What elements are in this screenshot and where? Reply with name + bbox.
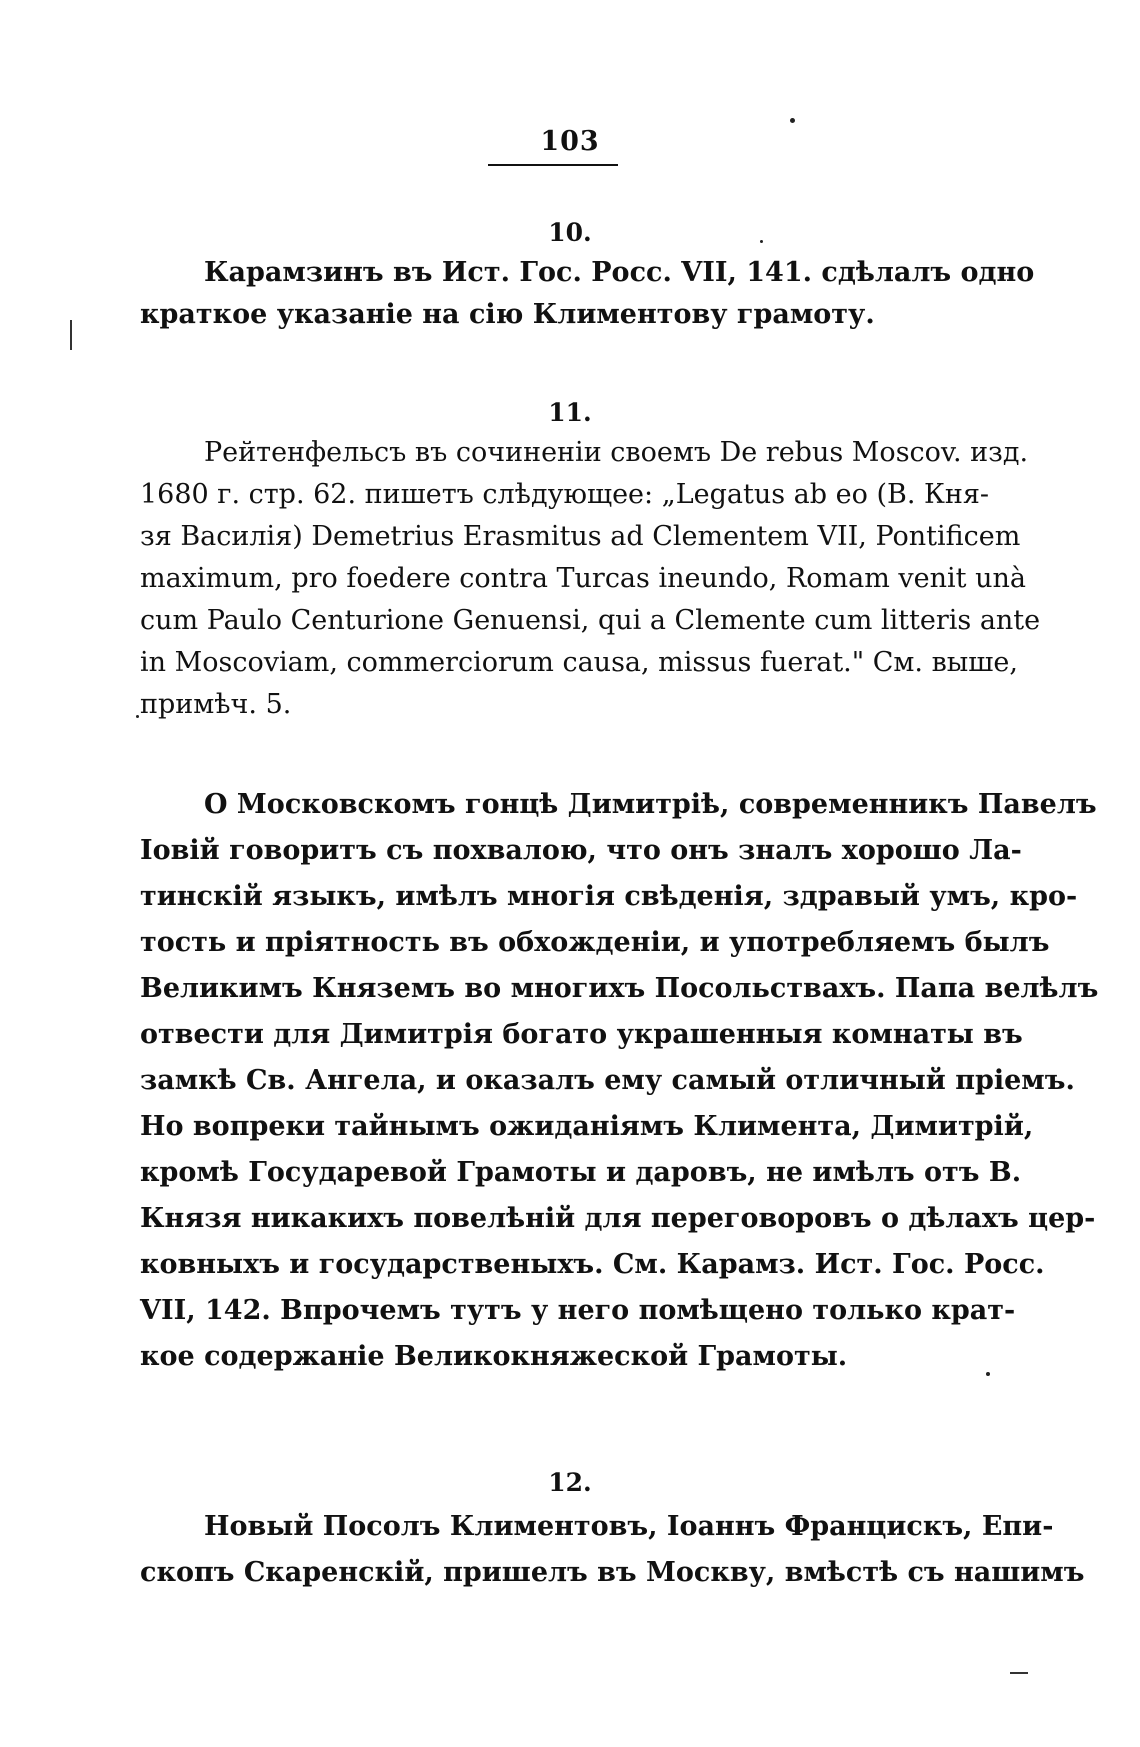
section-number: 12.: [548, 1468, 592, 1497]
scan-speck: [136, 715, 139, 718]
paragraph-line: кое содержаніе Великокняжеской Грамоты.: [140, 1341, 848, 1372]
paragraph-line: кромѣ Государевой Грамоты и даровъ, не имѣлъ отъ В.: [140, 1157, 1022, 1188]
paragraph-line: Іовій говоритъ съ похвалою, что онъ зналъ хорошо Ла-: [140, 835, 1022, 866]
text-line: зя Василія) Demetrius Erasmitus ad Clementem VII, Pontificem: [140, 521, 1021, 552]
scan-speck: [986, 1372, 990, 1376]
page-number: 103: [540, 126, 600, 157]
scan-speck: [790, 118, 795, 123]
section-number: 10.: [548, 218, 592, 247]
section-number: 11.: [548, 398, 592, 427]
scan-mark: [70, 320, 72, 350]
text-line: скопъ Скаренскій, пришелъ въ Москву, вмѣстѣ съ нашимъ: [140, 1557, 1085, 1588]
text-line: краткое указаніе на сію Климентову грамоту.: [140, 299, 875, 330]
paragraph-line: тость и пріятность въ обхожденіи, и употребляемъ былъ: [140, 927, 1050, 958]
text-line: примѣч. 5.: [140, 689, 292, 720]
text-line: Карамзинъ въ Ист. Гос. Росс. VII, 141. сдѣлалъ одно: [204, 257, 1035, 288]
paragraph-line: отвести для Димитрія богато украшенныя комнаты въ: [140, 1019, 1023, 1050]
header-rule: [488, 164, 618, 166]
paragraph-line: замкѣ Св. Ангела, и оказалъ ему самый отличный пріемъ.: [140, 1065, 1075, 1096]
text-line: maximum, pro foedere contra Turcas ineundo, Romam venit unà: [140, 563, 1026, 594]
scan-mark: [1010, 1672, 1028, 1674]
text-line: cum Paulo Centurione Genuensi, qui a Clemente cum litteris ante: [140, 605, 1041, 636]
paragraph-line: Князя никакихъ повелѣній для переговоровъ о дѣлахъ цер-: [140, 1203, 1096, 1234]
page-number-container: [0, 126, 1140, 157]
text-line: in Moscoviam, commerciorum causa, missus fuerat." См. выше,: [140, 647, 1018, 678]
paragraph-line: О Московскомъ гонцѣ Димитріѣ, современникъ Павелъ: [204, 789, 1097, 820]
text-line: Новый Посолъ Климентовъ, Іоаннъ Францискъ, Епи-: [204, 1511, 1054, 1542]
text-line: Рейтенфельсъ въ сочиненіи своемъ De rebus Moscov. изд.: [204, 437, 1029, 468]
paragraph-line: Великимъ Княземъ во многихъ Посольствахъ. Папа велѣлъ: [140, 973, 1099, 1004]
paragraph-line: Но вопреки тайнымъ ожиданіямъ Климента, Димитрій,: [140, 1111, 1034, 1142]
paragraph-line: VII, 142. Впрочемъ тутъ у него помѣщено только крат-: [140, 1295, 1016, 1326]
paragraph-line: тинскій языкъ, имѣлъ многія свѣденія, здравый умъ, кро-: [140, 881, 1078, 912]
scan-speck: [760, 240, 763, 243]
text-line: 1680 г. стр. 62. пишетъ слѣдующее: „Legatus ab eo (В. Кня-: [140, 479, 990, 510]
paragraph-line: ковныхъ и государственыхъ. См. Карамз. Ист. Гос. Росс.: [140, 1249, 1045, 1280]
